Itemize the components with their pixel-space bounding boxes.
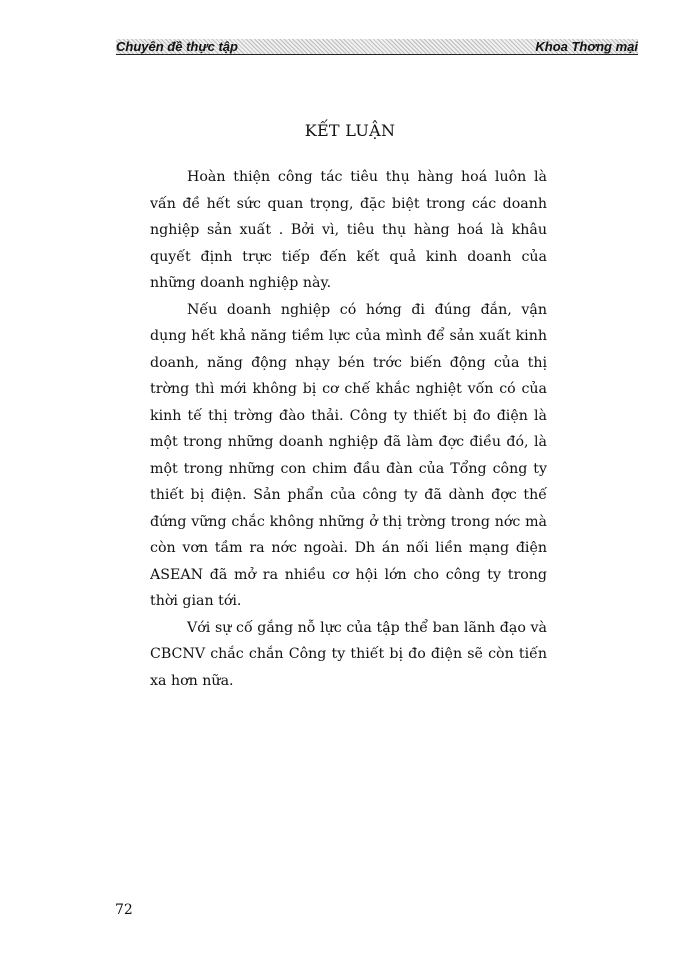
page-header [116, 39, 638, 55]
header-left-text: Chuyên đề thực tập [116, 39, 238, 54]
page-number: 72 [115, 902, 133, 918]
body-text [150, 164, 547, 694]
paragraph-3: Với sự cố gắng nỗ lực của tập thể ban lãnh đạo và CBCNV chắc chắn Công ty thiết bị đo điện sẽ còn tiến xa hơn nữa. [150, 619, 547, 689]
paragraph-1: Hoàn thiện công tác tiêu thụ hàng hoá luôn là vấn đề hết sức quan trọng, đặc biệt trong các doanh nghiệp sản xuất . Bởi vì, tiêu thụ hàng hoá là khâu quyết định trực tiếp đến kết quả kinh doanh của những doanh nghiệp này. [150, 169, 547, 291]
paragraph-2: Nếu doanh nghiệp có hớng đi đúng đắn, vận dụng hết khả năng tiềm lực của mình để sản xuất kinh doanh, năng động nhạy bén trớc biến động của thị trờng thì mới không bị cơ chế khắc nghiệt vốn có của kinh tế thị trờng đào thải. Công ty thiết bị đo điện là một trong những doanh nghiệp đã làm đợc điều đó, là một trong những con chim đầu đàn của Tổng công ty thiết bị điện. Sản phẩn của công ty đã dành đợc thế đứng vững chắc không những ở thị trờng trong nớc mà còn vơn tầm ra nớc ngoài. Dh án nối liền mạng điện ASEAN đã mở ra nhiều cơ hội lớn cho công ty trong thời gian tới. [150, 301, 547, 609]
header-right-text: Khoa Thơng mại [535, 39, 638, 54]
page-title: KẾT LUẬN [304, 121, 396, 140]
